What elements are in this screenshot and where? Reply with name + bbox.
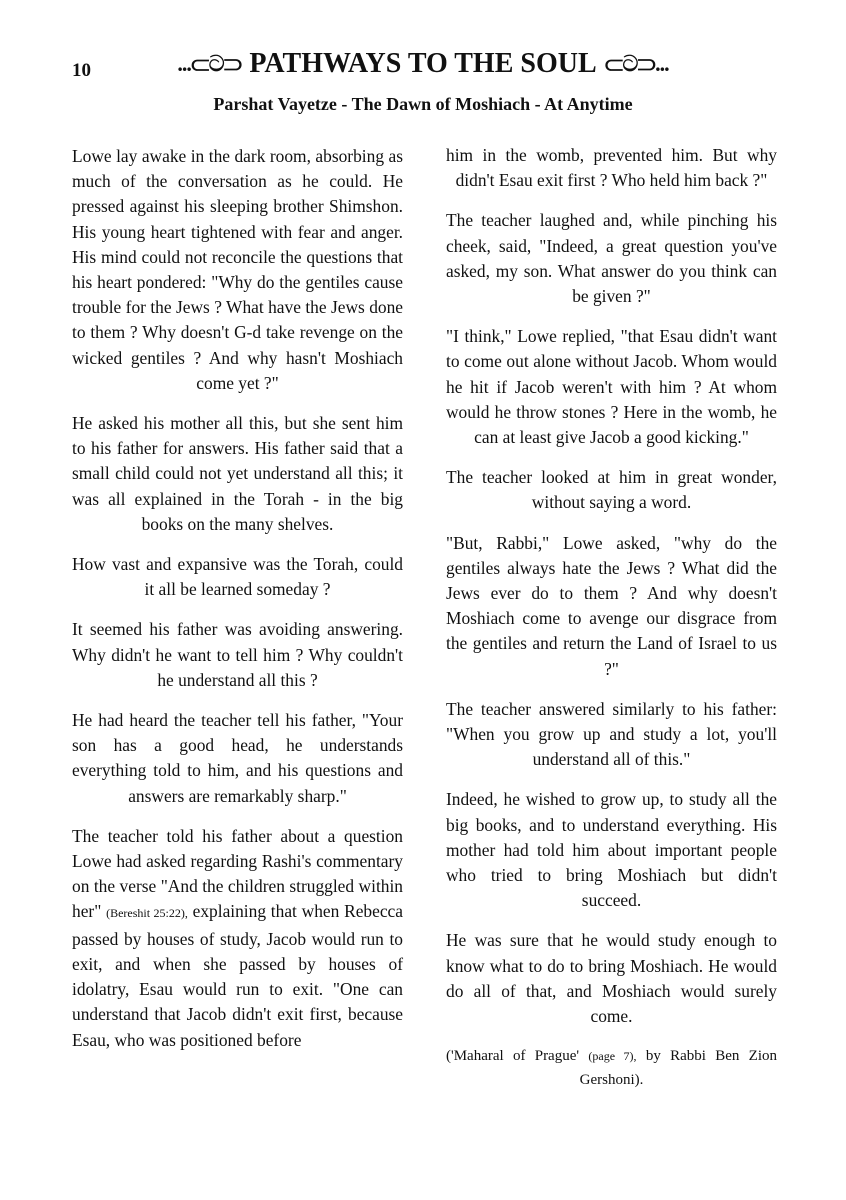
paragraph: The teacher looked at him in great wonder, without saying a word. <box>446 467 777 513</box>
paragraph: Lowe lay awake in the dark room, absorbing as much of the conversation as he could. He pressed against his sleeping brother Shimshon. His young heart tightened with fear and anger. His mind could not reconcile the questions that his heart pondered: "Why do the gentiles cause trouble for the Jews ? What have the Jews done to them ? Why doesn't G-d take revenge on the wicked gentiles ? And why hasn't Moshiach come yet ?" <box>72 146 403 393</box>
left-column <box>72 144 403 1068</box>
paragraph: How vast and expansive was the Torah, could it all be learned someday ? <box>72 554 403 600</box>
paragraph: The teacher answered similarly to his father: "When you grow up and study a lot, you'll understand all of this." <box>446 698 777 770</box>
ornament-left-icon: ...⸦ට⸧ <box>177 51 242 76</box>
paragraph-text: explaining that when Rebecca passed by houses of study, Jacob would run to exit, and when she passed by houses of idolatry, Esau would run to exit. "One can understand that Jacob didn't exit first, because Esau, who was positioned before <box>72 901 403 1050</box>
paragraph: "I think," Lowe replied, "that Esau didn't want to come out alone without Jacob. Whom would he hit if Jacob weren't with him ? At whom would he throw stones ? Here in the womb, he can at least give Jacob a good kicking." <box>446 326 777 448</box>
paragraph: him in the womb, prevented him. But why didn't Esau exit first ? Who held him back ?" <box>446 145 777 191</box>
page-number: 10 <box>72 60 91 81</box>
source-citation <box>446 1044 777 1092</box>
paragraph: Indeed, he wished to grow up, to study all the big books, and to understand everything. His mother had told him about important people who tried to bring Moshiach but didn't succeed. <box>446 789 777 911</box>
paragraph: He had heard the teacher tell his father, "Your son has a good head, he understands everything told to him, and his questions and answers are remarkably sharp." <box>72 710 403 806</box>
paragraph-text: The teacher told his father about a question Lowe had asked regarding Rashi's commentary on the verse "And the children struggled within her" <box>72 825 403 922</box>
right-column <box>446 143 777 1107</box>
paragraph <box>72 824 403 1053</box>
publication-title: PATHWAYS TO THE SOUL <box>249 48 597 79</box>
source-text: ('Maharal of Prague' <box>446 1048 580 1065</box>
article-subtitle: Parshat Vayetze - The Dawn of Moshiach - At Anytime <box>213 94 633 114</box>
paragraph: He was sure that he would study enough to know what to do to bring Moshiach. He would do all of that, and Moshiach would surely come. <box>446 930 777 1027</box>
verse-citation: (Bereshit 25:22), <box>106 906 188 921</box>
paragraph: "But, Rabbi," Lowe asked, "why do the gentiles always hate the Jews ? What did the Jews ever do to them ? And why doesn't Moshiach come to avenge our disgrace from the gentiles and return the Land of Israel to us ?" <box>446 532 777 679</box>
running-header <box>0 48 846 80</box>
source-text: by Rabbi Ben Zion Gershoni). <box>579 1048 778 1089</box>
paragraph: The teacher laughed and, while pinching his cheek, said, "Indeed, a great question you've asked, my son. What answer do you think can be given ?" <box>446 210 777 307</box>
paragraph: He asked his mother all this, but she sent him to his father for answers. His father said that a small child could not yet understand all this; it was all explained in the Torah - in the big books on the many shelves. <box>72 413 403 534</box>
paragraph: It seemed his father was avoiding answering. Why didn't he want to tell him ? Why couldn't he understand all this ? <box>72 619 403 690</box>
page-citation: (page 7), <box>588 1049 637 1064</box>
ornament-right-icon: ⸦ට⸧... <box>604 51 669 76</box>
